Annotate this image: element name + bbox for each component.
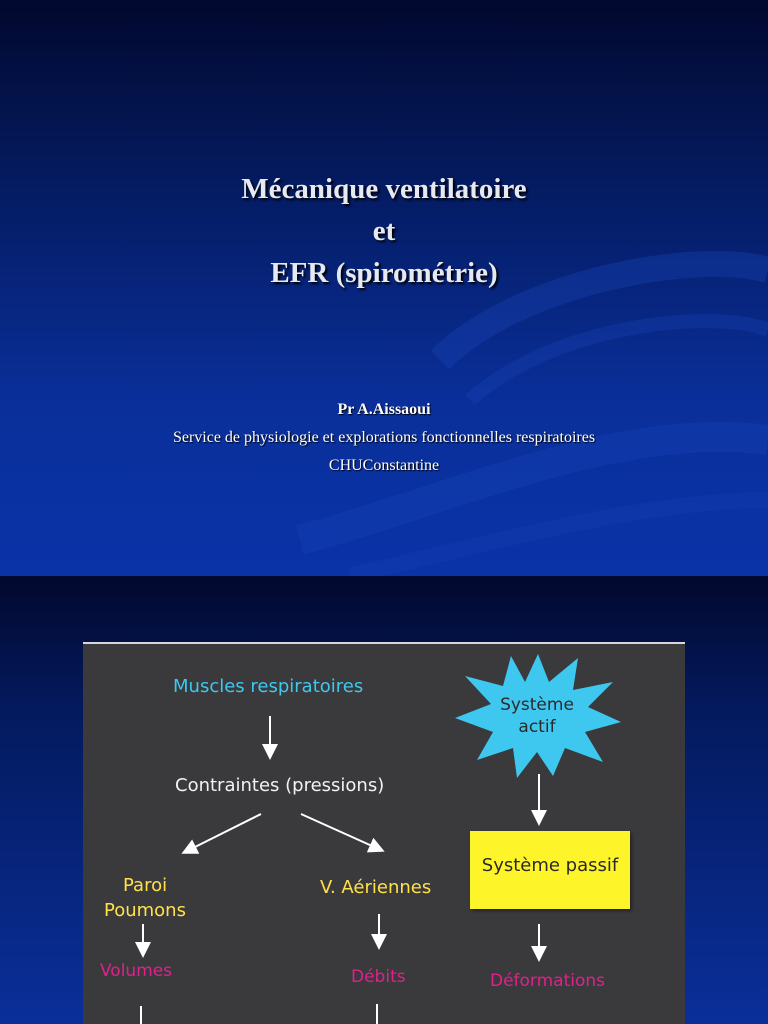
- muscles-respiratoires-label: Muscles respiratoires: [173, 676, 364, 697]
- contraintes-label: Contraintes (pressions): [175, 775, 385, 796]
- title-line-1: Mécanique ventilatoire: [241, 173, 527, 205]
- title-line-3: EFR (spirométrie): [270, 257, 498, 289]
- author-block: [0, 396, 768, 480]
- volumes-label: Volumes: [100, 961, 173, 981]
- systeme-passif-label: Système passif: [481, 855, 619, 876]
- systeme-passif-note: [470, 831, 630, 909]
- poumons-label: Poumons: [104, 900, 186, 921]
- institution-name: CHUConstantine: [328, 457, 440, 474]
- diagram-panel: [83, 642, 685, 1024]
- diagram-slide: [0, 576, 768, 1024]
- systeme-actif-line1: Système: [500, 695, 574, 715]
- deformations-label: Déformations: [490, 971, 606, 991]
- slide-title: [0, 168, 768, 294]
- author-name: Pr A.Aissaoui: [337, 401, 431, 418]
- v-aeriennes-label: V. Aériennes: [320, 877, 432, 898]
- arrow-contraintes-to-aeriennes: [301, 814, 381, 850]
- paroi-label: Paroi: [123, 875, 168, 896]
- department-name: Service de physiologie et explorations fonctionnelles respiratoires: [172, 429, 596, 446]
- arrow-contraintes-to-paroi: [185, 814, 261, 852]
- title-line-2: et: [372, 215, 396, 247]
- systeme-actif-line2: actif: [518, 717, 556, 737]
- debits-label: Débits: [351, 967, 406, 987]
- systeme-actif-label: [475, 694, 599, 738]
